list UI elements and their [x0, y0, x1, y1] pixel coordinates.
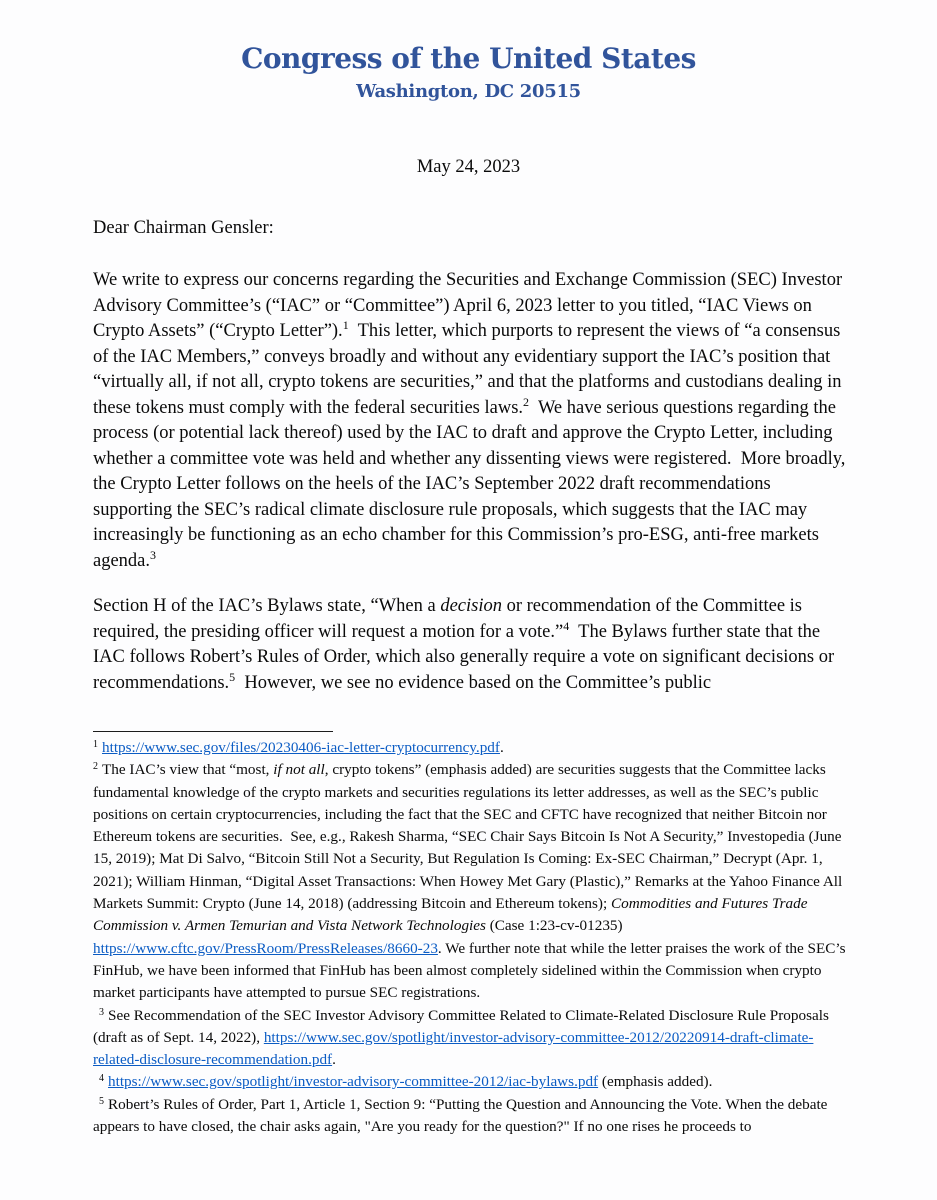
footnote-2-run-3: . We further note that while the letter praises the work of the SEC’s FinHub, we have been informed that FinHub has been almost completely sidelined within the Commission when crypto market participants have attempted to pursue SEC registrations. [93, 939, 850, 1002]
footnotes-section [93, 737, 850, 1138]
footnote-1-marker: 1 [93, 739, 98, 750]
footnote-4-marker: 4 [99, 1073, 104, 1085]
para1-run-2: We have serious questions regarding the process (or potential lack thereof) used by the IAC to draft and approve the Crypto Letter, including whether a committee vote was held and whether any dissenting views were registered. More broadly, the Crypto Letter follows on the heels of the IAC’s September 2022 draft recommendations supporting the SEC’s radical climate disclosure rule proposals, which suggests that the IAC may increasingly be functioning as an echo chamber for this Commission’s pro-ESG, anti-free markets agenda. [93, 397, 851, 571]
footnote-2-link[interactable]: https://www.cftc.gov/PressRoom/PressReleases/8660-23 [93, 939, 438, 957]
footnote-3 [93, 1005, 850, 1072]
para2-italic-decision: decision [440, 596, 502, 616]
footnote-4-tail: (emphasis added). [598, 1073, 713, 1091]
footnote-5-run-0: Robert’s Rules of Order, Part 1, Article 1, Section 9: “Putting the Question and Announcing the Vote. When the debate appears to have closed, the chair asks again, "Are you ready for the question?" If no one rises he proceeds to [93, 1095, 832, 1136]
footnote-2-italic-emphasis: if not all [273, 761, 325, 779]
salutation: Dear Chairman Gensler: [93, 218, 274, 238]
footnote-4 [93, 1071, 850, 1093]
para2-run-0: Section H of the IAC’s Bylaws state, “When a [93, 596, 441, 616]
footnote-1 [93, 737, 850, 759]
footnote-4-link[interactable]: https://www.sec.gov/spotlight/investor-advisory-committee-2012/iac-bylaws.pdf [108, 1073, 599, 1091]
footnote-2-case-name: Commodities and Futures Trade Commission v. Armen Temurian and Vista Network Technologies [93, 895, 812, 935]
footnote-1-link[interactable]: https://www.sec.gov/files/20230406-iac-letter-cryptocurrency.pdf [102, 739, 500, 756]
para2-run-2: The Bylaws further state that the IAC follows Robert’s Rules of Order, which also generally require a vote on significant decisions or recommendations. [93, 621, 839, 693]
footnote-3-marker: 3 [99, 1006, 104, 1018]
footnote-2-run-0: The IAC’s view that “most, [102, 761, 274, 779]
footnote-2 [93, 759, 850, 1004]
letterhead-address: Washington, DC 20515 [356, 81, 581, 102]
letterhead-title: Congress of the United States [241, 42, 696, 75]
footnote-ref-4: 4 [563, 618, 570, 633]
footnote-ref-2: 2 [523, 394, 530, 409]
footnote-5-marker: 5 [99, 1095, 104, 1107]
paragraph-2 [93, 594, 848, 696]
paragraph-1 [93, 268, 851, 574]
footnote-ref-1: 1 [342, 318, 349, 332]
letterhead [0, 42, 937, 102]
footnote-5 [93, 1094, 850, 1139]
para1-run-0: We write to express our concerns regarding the Securities and Exchange Commission (SEC) Investor Advisory Committee’s (“IAC” or “Committee”) April 6, 2023 letter to you titled, “IAC Views on Crypto Assets” (“Crypto Letter”). [93, 270, 846, 341]
footnote-2-run-1: , crypto tokens” (emphasis added) are securities suggests that the Committee lacks fundamental knowledge of the crypto markets and securities regulations its letter addresses, as well as the SEC’s public positions on certain cryptocurrencies, including the fact that the SEC and CFTC have recognized that neither Bitcoin nor Ethereum tokens are securities. See, e.g., Rakesh Sharma, “SEC Chair Says Bitcoin Is Not A Security,” Investopedia (June 15, 2019); Mat Di Salvo, “Bitcoin Still Not a Security, But Regulation Is Coming: Ex-SEC Chairman,” Decrypt (Apr. 1, 2021); William Hinman, “Digital Asset Transactions: When Howey Met Gary (Plastic),” Remarks at the Yahoo Finance All Markets Summit: Crypto (June 14, 2018) (addressing Bitcoin and Ethereum tokens); [93, 761, 847, 913]
footnote-1-tail: . [499, 739, 504, 756]
footnote-3-tail: . [332, 1051, 336, 1069]
footnote-ref-5: 5 [229, 669, 236, 684]
footnote-ref-3: 3 [150, 547, 157, 562]
footnote-2-marker: 2 [93, 761, 98, 773]
footnote-3-run-0: See Recommendation of the SEC Investor Advisory Committee Related to Climate-Related Disclosure Rule Proposals (draft as of Sept. 14, 2022), [93, 1006, 833, 1046]
para2-run-3: However, we see no evidence based on the Committee’s public [235, 672, 712, 693]
footnote-2-run-2: (Case 1:23-cv-01235) [485, 917, 627, 935]
para1-run-1: This letter, which purports to represent the views of “a consensus of the IAC Members,” conveys broadly and without any evidentiary support the IAC’s position that “virtually all, if not all, crypto tokens are securities,” and that the platforms and custodians dealing in these tokens must comply with the federal securities laws. [93, 321, 847, 418]
para2-run-1: or recommendation of the Committee is required, the presiding officer will request a motion for a vote.” [93, 596, 807, 642]
letter-date: May 24, 2023 [416, 157, 521, 177]
footnote-separator [93, 731, 333, 732]
footnote-3-link[interactable]: https://www.sec.gov/spotlight/investor-advisory-committee-2012/20220914-draft-climate-related-disclosure-recommendation.pdf [93, 1028, 814, 1069]
